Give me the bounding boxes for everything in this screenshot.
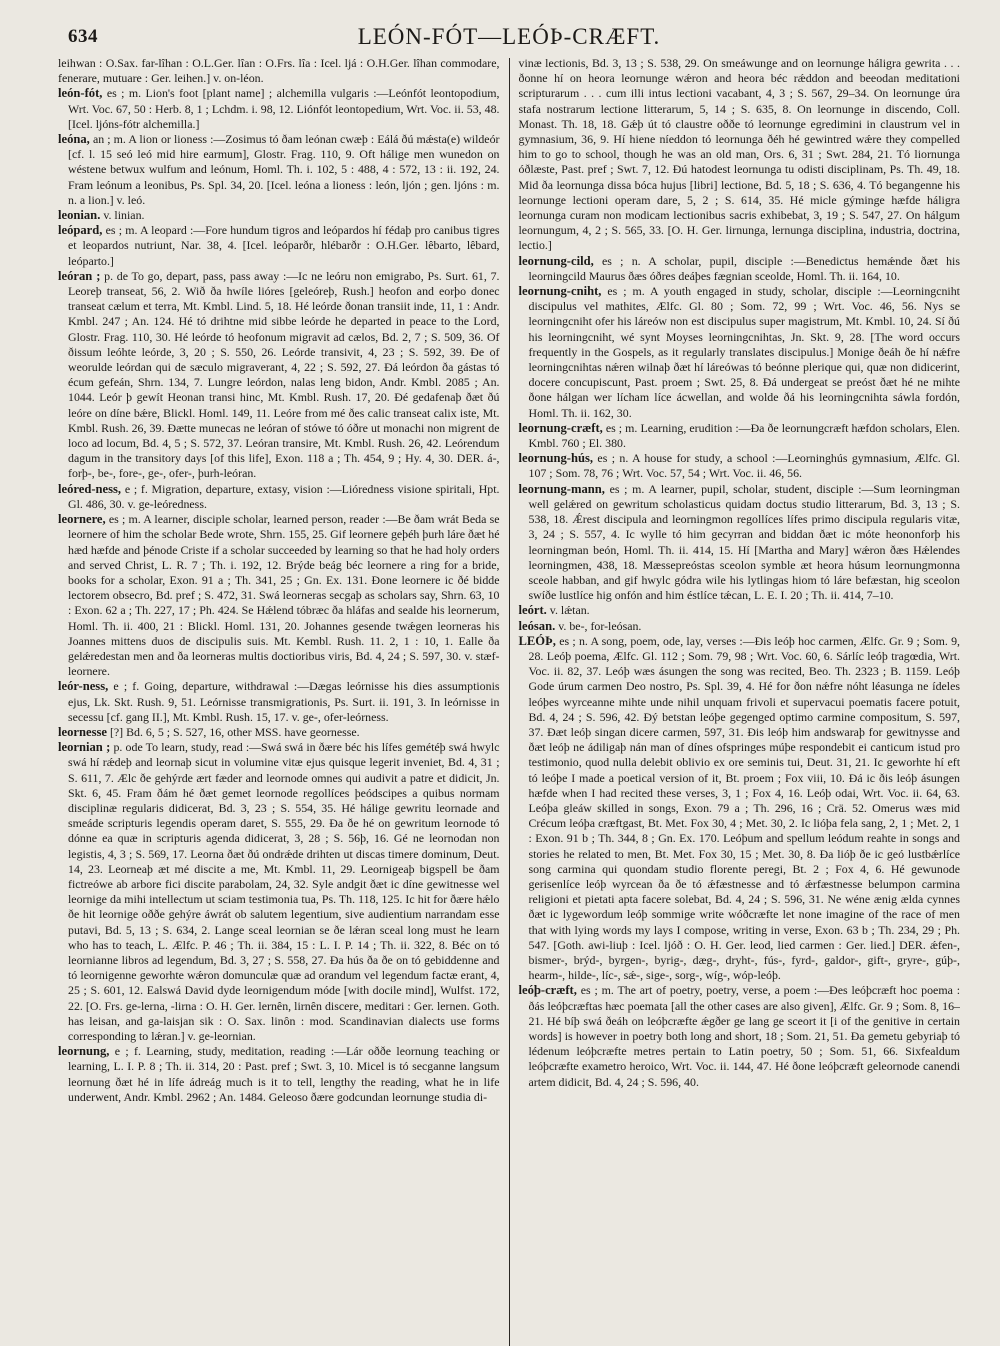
dictionary-entry xyxy=(519,603,961,618)
entry-headword: leornere, xyxy=(58,512,106,527)
entry-text: es ; m. A learner, pupil, scholar, student, disciple :—Sum leorningman well gelǽred on gewritum scholasticus quidam doctus studio litterarum, Bd. 3, 13 ; S. 538, 18. Ǽrest discipula and leorningmon regollíces lífes primo discipula regularis vitæ, 3, 24 ; S. 557, 4. Ic wylle tó him gecyrran and biddan ðæt ic móte heononforþ his leorningman beón, Homl. Th. ii. 414, 15. Hí [Martha and Mary] wǽron ðæs Hǽlendes leorningmen, 438, 18. Mæssepreóstas sceolon symble æt heora húsum leornungmonna sceole habban, and gif hwylc gódra wile his lytlingas hiom tó láre befæstan, hig sceolon swíðe lustlíce hig onfón and him éstlíce tǽcan, L. E. I. 20 ; Th. ii. 414, 7–10. xyxy=(528,481,960,603)
entry-headword: leornian ; xyxy=(58,740,111,755)
entry-headword: LEÓÞ, xyxy=(518,633,556,648)
dictionary-entry xyxy=(519,634,961,984)
dictionary-entry xyxy=(58,512,500,679)
entry-text: p. de To go, depart, pass, pass away :—Ic ne leóru non emigrabo, Ps. Surt. 61, 7. Leoreþ transeat, 56, 2. Wið ða hwíle lióres [geleóreþ, Rush.] heofon and eorþo donec transeat cælum et terra, Mt. Kmbl. Lind. 5, 18. Hé leórde ðonan transiit inde, 11, 1 : Andr. Kmbl. 247 ; An. 124. Hé tó drihtne mid sibbe leórde he departed in peace to the Lord, Glostr. Frag. 110, 30. Hé leórde tó heofonum migravit ad cælos, Bd. 2, 7 ; S. 509, 36. Of ðissum leóhte leórde, 3, 20 ; S. 550, 26. Leórde transivit, 4, 23 ; S. 592, 39. Ðe of weorulde leórdan qui de sæculo migraverant, 4, 22 ; S. 592, 27. Ðá leórdon ða gástas tó écum gefeán, Shrn. 134, 7. Lungre leórdon, nalas leng bidon, Andr. Kmbl. 2085 ; An. 1044. Leór þ gewít Heonan transi hinc, Mt. Kmbl. Rush. 17, 20. Ðé gedafenaþ ðæt ðú leóre on díne bǽre, Blickl. Homl. 149, 11. Leóre from mé ðes calic transeat calix iste, Mt. Kmbl. Rush. 26, 39. Ðætte munecas ne leóran of stówe tó óðre ut monachi non migrent de loco ad locum, Bd. 4, 5 ; S. 572, 37. Leóran transire, Mt. Kmbl. Rush. 26, 42. Leórendum dagum in the transitory days [of this life], Exon. 118 a ; Th. 454, 9 ; Hy. 4, 30. DER. á-, forþ-, be-, fore-, ge-, ofer-, þurh-leóran. xyxy=(68,268,500,481)
dictionary-entry xyxy=(519,983,961,1089)
entry-headword: leornung-cniht, xyxy=(518,284,602,299)
entry-text: es ; m. Learning, erudition :—Ða ðe leornungcræft hæfdon scholars, Elen. Kmbl. 760 ; El. 380. xyxy=(528,420,960,451)
entry-text: v. linian. xyxy=(100,208,145,223)
dictionary-entry xyxy=(58,740,500,1044)
entry-headword: leóred-ness, xyxy=(58,481,122,496)
dictionary-entry xyxy=(519,619,961,634)
entry-headword: león-fót, xyxy=(58,86,103,101)
entry-text: e ; f. Learning, study, meditation, reading :—Lár oððe leornung teaching or learning, L. I. P. 8 ; Th. ii. 314, 20 : Past. pref ; Swt. 3, 10. Micel is tó secganne langsum leornung ðæt hé in lífe ádreág much is it to tell, lengthy the reading, what he in life underwent, Andr. Kmbl. 2962 ; An. 1484. Geleoso ðære godcundan leornunge studia di- xyxy=(68,1044,500,1104)
entry-text: p. ode To learn, study, read :—Swá swá in ðære béc his lífes gemétéþ swá hwylc swá hí rǽdeþ and leornaþ sicut in volumine vitæ ejus quisque legerit inveniet, Bd. 4, 31 ; S. 611, 7. Ælc ðe gehýrde ært fæder and leornode omnes qui audivit a patre et didicit, Jn. Skt. 6, 45. Fram ðám hé ðæt gemet leornode regollíces þeódscipes a quibus normam disciplinæ regularis didicerat, Bd. 3, 23 ; S. 554, 35. Hé hálige gewritu leornade and smeáde scripturis legendis operam daret, S. 555, 29. Ða ðe hé on gewritum leornode tó dónne ea quæ in scripturis agenda didicerat, 3, 28 ; S. 56þ, 16. Gé ne leornodan non legistis, 4, 3 ; S. 569, 17. Leorna ðæt ðú ondrǽde drihten ut discas timere dominum, Deut. 14, 23. Leorneaþ æt mé discite a me, Mt. Kmbl. 11, 29. Leornigeaþ bigspell be ðam fictreówe ab arbore fici discite parabolam, 24, 32. Syle andgit ðæt ic díne gewitnesse wel leornige da mihi intellectum ut sciam testimonia tua, Ps. Th. 118, 125. Ic hit for ðære hǽlo ðe hit leornige oððe gehýre áwrát ob salutem legentium, sive audientium narrandam esse putavi, Bd. 5, 13 ; S. 634, 2. Lange sceal leornian se ðe lǽran sceal long must he learn who has to teach, L. Ælfc. P. 46 ; Th. ii. 384, 15 : L. I. P. 14 ; Th. ii. 322, 8. Béc on tó leornianne libros ad legendum, Bd. 3, 27 ; S. 558, 27. Ða hús ða ðe on tó gebiddenne and tó leornigenne geworhte wǽron domunculæ quæ ad orandum vel legendum factæ erant, 4, 25 ; S. 601, 12. Ealswá David dyde leornigendum móde [with docile mind], Wulfst. 172, 22. [O. Frs. ge-lerna, -lirna : O. H. Ger. lernên, lirnên discere, meditari : Ger. lernen. Goth. has leisan, and ga-laisjan sik : O. Sax. linôn : mod. Scandinavian dialects use forms corresponding to lǽran.] v. ge-leornian. xyxy=(68,740,500,1043)
entry-text: es ; n. A song, poem, ode, lay, verses :—Ðis leóþ hoc carmen, Ælfc. Gr. 9 ; Som. 9, 28. Leóþ poema, Ælfc. Gl. 112 ; Som. 79, 98 ; Wrt. Voc. 60, 6. Sárlíc leóþ tragœdia, Wrt. Voc. ii. 82, 37. Leóþ wæs ásungen the song was recited, Beo. Th. 2323 ; B. 1159. Leóþ Gode úrum carmen Deo nostro, Ps. Spl. 39, 4. Hé for ðon nǽfre nóht léasunga ne ídeles leóþes wyrceanne mihte unde nihil unquam frivoli et supervacui poematis facere potuit, Bd. 4, 24 ; S. 596, 42. Ðý betstan leóþe gegenged optimo carmine compositum, S. 597, 37. Ðæt leóþ singan dicere carmen, 597, 31. Ðis leóþ him andswaraþ for gewitnysse and ðæt leóþ ne ádiligaþ nán man of dínes ofspringes múþe respondebit ei canticum istud pro testimonio, quod nulla delebit oblivio ex ore seminis tui, Deut. 31, 21. Ic geworhte hí eft tó leóþe I made a poetical version of it, Bt. proem ; Fox viii, 10. Ðá ic ðis leóþ ásungen hæfde when I had recited these verses, 3, 1 ; Fox 4, 16. Leóþ odai, Wrt. Voc. ii. 64, 63. Leóþa gleáw skilled in songs, Exon. 79 a ; Th. 296, 16 ; Crä. 52. Omerus wæs mid Crécum leóþa cræftgast, Bt. Met. Fox 30, 4 ; Met. 30, 2. Ic lióþa fela sang, 2, 1 ; Met. 2, 1 : Exon. 91 b ; Th. 344, 8 ; Gn. Ex. 170. Leóþum and spellum leódum reahte in songs and stories he related to men, Bt. Met. Fox 30, 15 ; Met. 30, 8. Ða lióþ ðe ic geó lustbǽrlíce song carmina qui quondam studio florente peregi, Bt. 2 ; Fox 4, 6. Hé gewunode gerisenlíce leóþ wyrcean ða ðe tó ǽfæstnesse and tó ǽrfæstnesse belumpon carmina religioni et pietati apta facere solebat, Bd. 4, 24 ; S. 596, 31. Ne wéne ænig ælda cynnes ðæt ic lygewordum leóþ sommige write wóðcræfte let none imagine of the race of men that with lying words my lays I compose, writing in verse, Exon. 63 b ; Th. 234, 29 ; Ph. 547. [Goth. awi-liuþ : Icel. ljóð : O. H. Ger. leod, lied carmen : Ger. lied.] DER. ǽfen-, bismer-, brýd-, byrgen-, byrig-, dæg-, dryht-, fús-, fyrd-, galdor-, gift-, gryre-, gúþ-, hearm-, hilde-, líc-, sǽ-, sige-, sorg-, wíg-, wóp-leóþ. xyxy=(528,633,960,983)
entry-text: e ; f. Going, departure, withdrawal :—Dægas leórnisse his dies assumptionis ejus, Lk. Skt. Rush. 9, 51. Leórnisse transmigrationis, Ps. Surt. ii. 191, 3. In leórnisse in secessu [cf. gang II.], Mt. Kmbl. Rush. 15, 17. v. ge-, ofer-leórness. xyxy=(68,679,500,724)
dictionary-entry xyxy=(519,421,961,451)
dictionary-entry xyxy=(58,86,500,132)
left-column xyxy=(58,56,509,1346)
entry-headword: leornung-cild, xyxy=(518,253,594,268)
entry-headword: leópard, xyxy=(58,223,103,238)
dictionary-entry xyxy=(58,725,500,740)
dictionary-entry xyxy=(58,1044,500,1105)
entry-headword: leonian. xyxy=(58,208,101,223)
entry-text: an ; m. A lion or lioness :—Zosimus tó ðam leónan cwæþ : Eálá ðú mǽsta(e) wildeór [cf. l. 15 seó leó mid hire earmum], Glostr. Frag. 110, 9. Oft hálige men wunedon on wéstene betwux wulfum and leónum, Homl. Th. i. 102, 5 : 488, 4 : 572, 13 : ii. 192, 24. Fram leónum a leonibus, Ps. Spl. 34, 20. [Icel. leóna a lioness : león, ljón ; gen. ljóns : m. n. a lion.] v. leó. xyxy=(68,132,500,207)
entry-text: vinæ lectionis, Bd. 3, 13 ; S. 538, 29. On smeáwunge and on leornunge háligra gewrita . . . ðonne hí on heora leornunge wǽron and heora béc rǽddon and beeodan meditationi scripturarum . . . cum illi intus lectioni vacabant, 4, 3 ; S. 567, 29–34. On leornunge úra stafa nostrarum lectione litterarum, 5, 14 ; S. 635, 8. On leornunge in discendo, Coll. Monast. Th. 18, 18. Gǽþ út tó claustre oððe tó leornunge egredimini in claustrum vel in gymnasium, 36, 9. Hí hiene níeddon tó leornunga ðéh hé gewintred wǽre they compelled him to go to school, though he was an old man, Ors. 6, 31 ; Swt. 284, 21. Tó liornunga óðlæste, Past. pref ; Swt. 7, 12. Ðú hatodest leornunga tu odisti disciplinam, Ps. Th. 49, 18. Mid ða leornunga dissa bóca hujus [libri] lectione, Bd. 5, 18 ; S. 636, 4. Tó begangenne his leornunge lectioni operam dare, 5, 2 ; S. 614, 35. Hé micle gýminge hæfde háligra leornunga curam non modicam lectionibus sacris exhibebat, 3, 19 ; S. 547, 27. On hálgum leornungum, 4, 2 ; S. 565, 33. [O. H. Ger. lirnunga, lernunga disciplina, industria, doctrina, lectio.] xyxy=(518,56,960,253)
entry-text: e ; f. Migration, departure, extasy, vision :—Lióredness visione spiritali, Hpt. Gl. 486, 30. v. ge-leóredness. xyxy=(68,481,500,511)
entry-headword: leór-ness, xyxy=(58,679,109,694)
entry-text: [?] Bd. 6, 5 ; S. 527, 16, other MSS. have geornesse. xyxy=(106,724,360,739)
running-head: LEÓN-FÓT—LEÓÞ-CRÆFT. xyxy=(357,24,661,49)
entry-headword: leornung-mann, xyxy=(518,481,605,496)
dictionary-entry xyxy=(58,482,500,512)
entry-text: es ; m. A learner, disciple scholar, learned person, reader :—Be ðam wrát Beda se leornere of him the scholar Bede wrote, Shrn. 155, 25. Gif leornere geþéh þurh láre ðæt hé hæd hæfde and þénode Criste if a scholar succeeded by learning so that he had holy orders and served Christ, L. R. 7 ; Th. i. 192, 12. Brýde beág béc leornere a ring for a bride, books for a scholar, Exon. 91 a ; Th. 341, 25 ; Gn. Ex. 131. Ðone leornere ic ðé bidde lectorem obsecro, Bd. pref ; S. 472, 31. Swá leorneras secgaþ as scholars say, Shrn. 63, 10 : Exon. 62 a ; Th. 227, 17 ; Ph. 424. Se Hǽlend tóbræc ða hláfas and sealde his leornerum, Homl. Th. ii. 400, 21 : Blickl. Homl. 131, 20. Johannes gesende twǽgen leorneras his Joannes mittens duos de discipulis suis. Mt. Kembl. Rush. 11. 2, 1 : 10, 1. Ealle ða gelǽredestan men and ða leorneras multis doctioribus viris, Bd. 4, 24 ; S. 597, 30. v. stæf-leornere. xyxy=(68,512,500,679)
entry-text: es ; m. A leopard :—Fore hundum tigros and leópardos hí fédaþ pro canibus tigres et leopardos nutriunt, Nar. 38, 4. [Icel. leóparðr, hlébarðr : O.H.Ger. lêbarto, lêbard, leóparto.] xyxy=(68,223,500,268)
page-number: 634 xyxy=(68,26,98,47)
dictionary-entry xyxy=(58,208,500,223)
entry-headword: leórt. xyxy=(518,603,547,618)
entry-text: leihwan : O.Sax. far-lîhan : O.L.Ger. lîan : O.Frs. lîa : Icel. ljá : O.H.Ger. lîhan commodare, fenerare, mutuare : Ger. leihen.] v. on-léon. xyxy=(58,56,500,86)
dictionary-entry xyxy=(519,56,961,254)
entry-headword: leóþ-cræft, xyxy=(518,983,577,998)
dictionary-entry xyxy=(519,482,961,604)
entry-text: es ; n. A house for study, a school :—Leorninghús gymnasium, Ælfc. Gl. 107 ; Som. 78, 76 ; Wrt. Voc. 57, 54 ; Wrt. Voc. ii. 46, 56. xyxy=(528,451,960,481)
dictionary-entry xyxy=(58,679,500,725)
entry-text: es ; m. Lion's foot [plant name] ; alchemilla vulgaris :—Leónfót leontopodium, Wrt. Voc. 67, 50 : Herb. 8, 1 ; Lchdm. i. 98, 12. Liónfót leontopedium, Wrt. Voc. ii. 53, 48. [Icel. ljóns-fótr alchemilla.] xyxy=(68,86,500,131)
dictionary-entry xyxy=(58,223,500,269)
entry-text: es ; m. A youth engaged in study, scholar, disciple :—Leorningcniht discipulus vel mathites, Ælfc. Gl. 80 ; Som. 72, 99 ; Wrt. Voc. 46, 56. Nys se leorningcniht ofer his láreów non est discipulus super magistrum, Mt. Kmbl. 10, 24. Sí ðú his leorningcniht, wé synt Moyses leorningcnihtas, Jn. Skt. 9, 28. [The word occurs frequently in the Gospels, as it regularly translates discipulus.] Monige ðeáh ðe hí nǽfre leorningcnihtas nǽren wilnaþ ðæt hí láreówas tó beónne plerique qui, quæ non didicerint, docere concupiscunt, Past. proem ; Swt. 25, 8. Ðá undergeat se preóst ðæt hé ne mihte ðone hálgan wer lícham líce ácwellan, and wolde ðá his leorningcnihta sáwla fordón, Homl. Th. ii. 162, 30. xyxy=(528,284,960,420)
entry-headword: leornung, xyxy=(58,1044,110,1059)
entry-headword: leornesse xyxy=(58,724,107,739)
text-columns xyxy=(58,56,960,1346)
dictionary-entry xyxy=(58,132,500,208)
dictionary-entry xyxy=(58,56,500,86)
entry-headword: leóran ; xyxy=(58,268,101,283)
entry-headword: leornung-cræft, xyxy=(518,420,603,435)
right-column xyxy=(510,56,961,1346)
entry-text: es ; m. The art of poetry, poetry, verse, a poem :—Ðes leóþcræft hoc poema : ðás leóþcræftas hæc poemata [all the other cases are also given], Ælfc. Gr. 9 ; Som. 8, 16–21. Hé bíþ swá ðeáh on leóþcræfte ǽgðer ge lang ge sceort it [i of the genitive in certain words] is however in poetry both long and short, 18 ; Som. 21, 51. Ða gemetu gebyriaþ tó lédenum leóþcræfte metres pertain to Latin poetry, 50 ; Som. 51, 66. Sixfealdum leóþcræfte exametro heroico, Wrt. Voc. ii. 144, 47. Hé ðone leóþcræft geleornode canendi artem didicit, Bd. 4, 24 ; S. 596, 40. xyxy=(528,983,960,1089)
entry-headword: leóna, xyxy=(58,132,90,147)
entry-headword: leornung-hús, xyxy=(518,451,594,466)
page-header xyxy=(58,22,960,56)
dictionary-entry xyxy=(519,284,961,421)
entry-headword: leósan. xyxy=(518,618,556,633)
dictionary-entry xyxy=(58,269,500,482)
entry-text: es ; n. A scholar, pupil, disciple :—Benedictus hemǽnde ðæt his leorningcild Maurus ðæs óðres deáþes fægnian sceolde, Homl. Th. ii. 164, 10. xyxy=(528,253,960,283)
entry-text: v. lǽtan. xyxy=(546,603,590,618)
entry-text: v. be-, for-leósan. xyxy=(555,618,642,633)
dictionary-entry xyxy=(519,254,961,284)
dictionary-entry xyxy=(519,451,961,481)
